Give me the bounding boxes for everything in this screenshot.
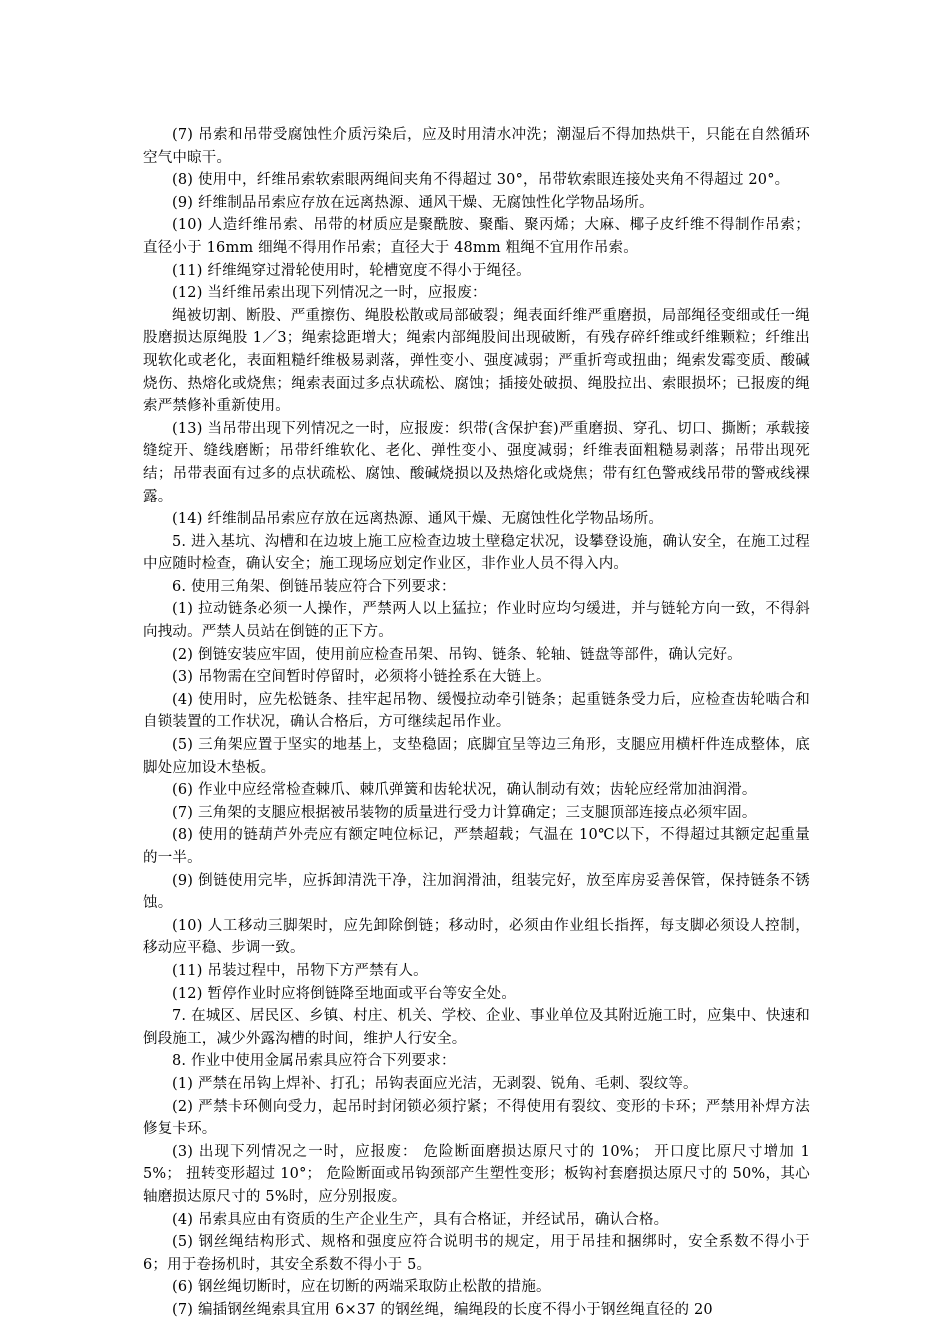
rigging-item-4: (4) 吊索具应由有资质的生产企业生产，具有合格证，并经试吊，确认合格。 [172, 1211, 669, 1228]
rigging-item-3: (3) 出现下列情况之一时，应报废： 危险断面磨损达原尺寸的 10%； 开口度比原尺寸增加 15%； 扭转变形超过 10°； 危险断面或吊钩颈部产生塑性变形；板钩衬套磨损达原尺寸的 50%，其心轴磨损达原尺寸的 5%时，应分别报废。 [143, 1143, 810, 1205]
section-8-metal-rigging-heading: 8. 作业中使用金属吊索具应符合下列要求： [172, 1053, 456, 1070]
section-6-tripod-heading: 6. 使用三角架、倒链吊装应符合下列要求： [172, 578, 456, 595]
rigging-item-1: (1) 严禁在吊钩上焊补、打孔；吊钩表面应光洁，无剥裂、锐角、毛刺、裂纹等。 [172, 1075, 698, 1092]
paragraph-7-sling-corrosion: (7) 吊索和吊带受腐蚀性介质污染后，应及时用清水冲洗；潮湿后不得加热烘干，只能在自然循环空气中晾干。 [143, 127, 810, 166]
rigging-item-2: (2) 严禁卡环侧向受力，起吊时封闭锁必须拧紧；不得使用有裂纹、变形的卡环；严禁用补焊方法修复卡环。 [143, 1098, 810, 1138]
paragraph-9-sling-storage: (9) 纤维制品吊索应存放在远离热源、通风干燥、无腐蚀性化学物品场所。 [172, 194, 654, 211]
section-5-foundation-pit: 5. 进入基坑、沟槽和在边坡上施工应检查边坡土壁稳定状况，设攀登设施，确认安全，在施工过程中应随时检查，确认安全；施工现场应划定作业区，非作业人员不得入内。 [143, 533, 810, 573]
tripod-item-5: (5) 三角架应置于坚实的地基上，支垫稳固；底脚宜呈等边三角形，支腿应用横杆件连成整体，底脚处应加设木垫板。 [143, 737, 810, 776]
tripod-item-8: (8) 使用的链葫芦外壳应有额定吨位标记，严禁超载；气温在 10℃以下，不得超过其额定起重量的一半。 [143, 827, 810, 866]
paragraph-12-fiber-scrap-heading: (12) 当纤维吊索出现下列情况之一时，应报废： [172, 285, 487, 302]
tripod-item-1: (1) 拉动链条必须一人操作，严禁两人以上猛拉；作业时应均匀缓进，并与链轮方向一致，不得斜向拽动。严禁人员站在倒链的正下方。 [143, 601, 810, 641]
paragraph-14-fiber-storage: (14) 纤维制品吊索应存放在远离热源、通风干燥、无腐蚀性化学物品场所。 [172, 511, 664, 528]
paragraph-12-fiber-scrap-details: 绳被切割、断股、严重擦伤、绳股松散或局部破裂；绳表面纤维严重磨损，局部绳径变细或任一绳股磨损达原绳股 1／3；绳索捻距增大；绳索内部绳股间出现破断，有残存碎纤维或纤维颗粒；纤维出现软化或老化，表面粗糙纤维极易剥落，弹性变小、强度减弱；严重折弯或扭曲；绳索发霉变质、酸碱烧伤、热熔化或烧焦；绳索表面过多点状疏松、腐蚀；插接处破损、绳股拉出、索眼损坏；已报废的绳索严禁修补重新使用。 [143, 307, 810, 415]
tripod-item-7: (7) 三角架的支腿应根据被吊装物的质量进行受力计算确定；三支腿顶部连接点必须牢固。 [172, 804, 757, 821]
tripod-item-3: (3) 吊物需在空间暂时停留时，必须将小链拴系在大链上。 [172, 669, 551, 686]
tripod-item-11: (11) 吊装过程中，吊物下方严禁有人。 [172, 962, 428, 979]
document-page [143, 124, 810, 1321]
tripod-item-2: (2) 倒链安装应牢固，使用前应检查吊架、吊钩、链条、轮轴、链盘等部件，确认完好。 [172, 646, 742, 663]
paragraph-10-fiber-material: (10) 人造纤维吊索、吊带的材质应是聚酰胺、聚酯、聚丙烯；大麻、椰子皮纤维不得制作吊索；直径小于 16mm 细绳不得用作吊索；直径大于 48mm 粗绳不宜用作吊索。 [143, 217, 810, 256]
rigging-item-7: (7) 编插钢丝绳索具宜用 6×37 的钢丝绳，编绳段的长度不得小于钢丝绳直径的 20 [172, 1301, 713, 1318]
tripod-item-12: (12) 暂停作业时应将倒链降至地面或平台等安全处。 [172, 985, 517, 1002]
tripod-item-6: (6) 作业中应经常检查棘爪、棘爪弹簧和齿轮状况，确认制动有效；齿轮应经常加油润滑。 [172, 782, 757, 799]
section-7-urban-construction: 7. 在城区、居民区、乡镇、村庄、机关、学校、企业、事业单位及其附近施工时，应集中、快速和倒段施工，减少外露沟槽的时间，维护人行安全。 [143, 1008, 810, 1047]
tripod-item-4: (4) 使用时，应先松链条、挂牢起吊物、缓慢拉动牵引链条；起重链条受力后，应检查齿轮啮合和自锁装置的工作状况，确认合格后，方可继续起吊作业。 [143, 691, 810, 731]
tripod-item-10: (10) 人工移动三脚架时，应先卸除倒链；移动时，必须由作业组长指挥，每支脚必须设人控制，移动应平稳、步调一致。 [143, 917, 810, 957]
rigging-item-5: (5) 钢丝绳结构形式、规格和强度应符合说明书的规定，用于吊挂和捆绑时，安全系数不得小于 6；用于卷扬机时，其安全系数不得小于 5。 [143, 1234, 810, 1273]
tripod-item-9: (9) 倒链使用完毕，应拆卸清洗干净，注加润滑油，组装完好，放至库房妥善保管，保持链条不锈蚀。 [143, 872, 810, 912]
paragraph-11-pulley-width: (11) 纤维绳穿过滑轮使用时，轮槽宽度不得小于绳径。 [172, 262, 531, 279]
paragraph-13-strap-scrap: (13) 当吊带出现下列情况之一时，应报废：织带(含保护套)严重磨损、穿孔、切口、撕断；承载接缝绽开、缝线磨断；吊带纤维软化、老化、弹性变小、强度减弱；纤维表面粗糙易剥落；吊带出现死结；吊带表面有过多的点状疏松、腐蚀、酸碱烧损以及热熔化或烧焦；带有红色警戒线吊带的警戒线裸露。 [143, 420, 810, 505]
paragraph-8-sling-angle: (8) 使用中，纤维吊索软索眼两绳间夹角不得超过 30°，吊带软索眼连接处夹角不得超过 20°。 [172, 172, 790, 189]
rigging-item-6: (6) 钢丝绳切断时，应在切断的两端采取防止松散的措施。 [172, 1279, 551, 1296]
